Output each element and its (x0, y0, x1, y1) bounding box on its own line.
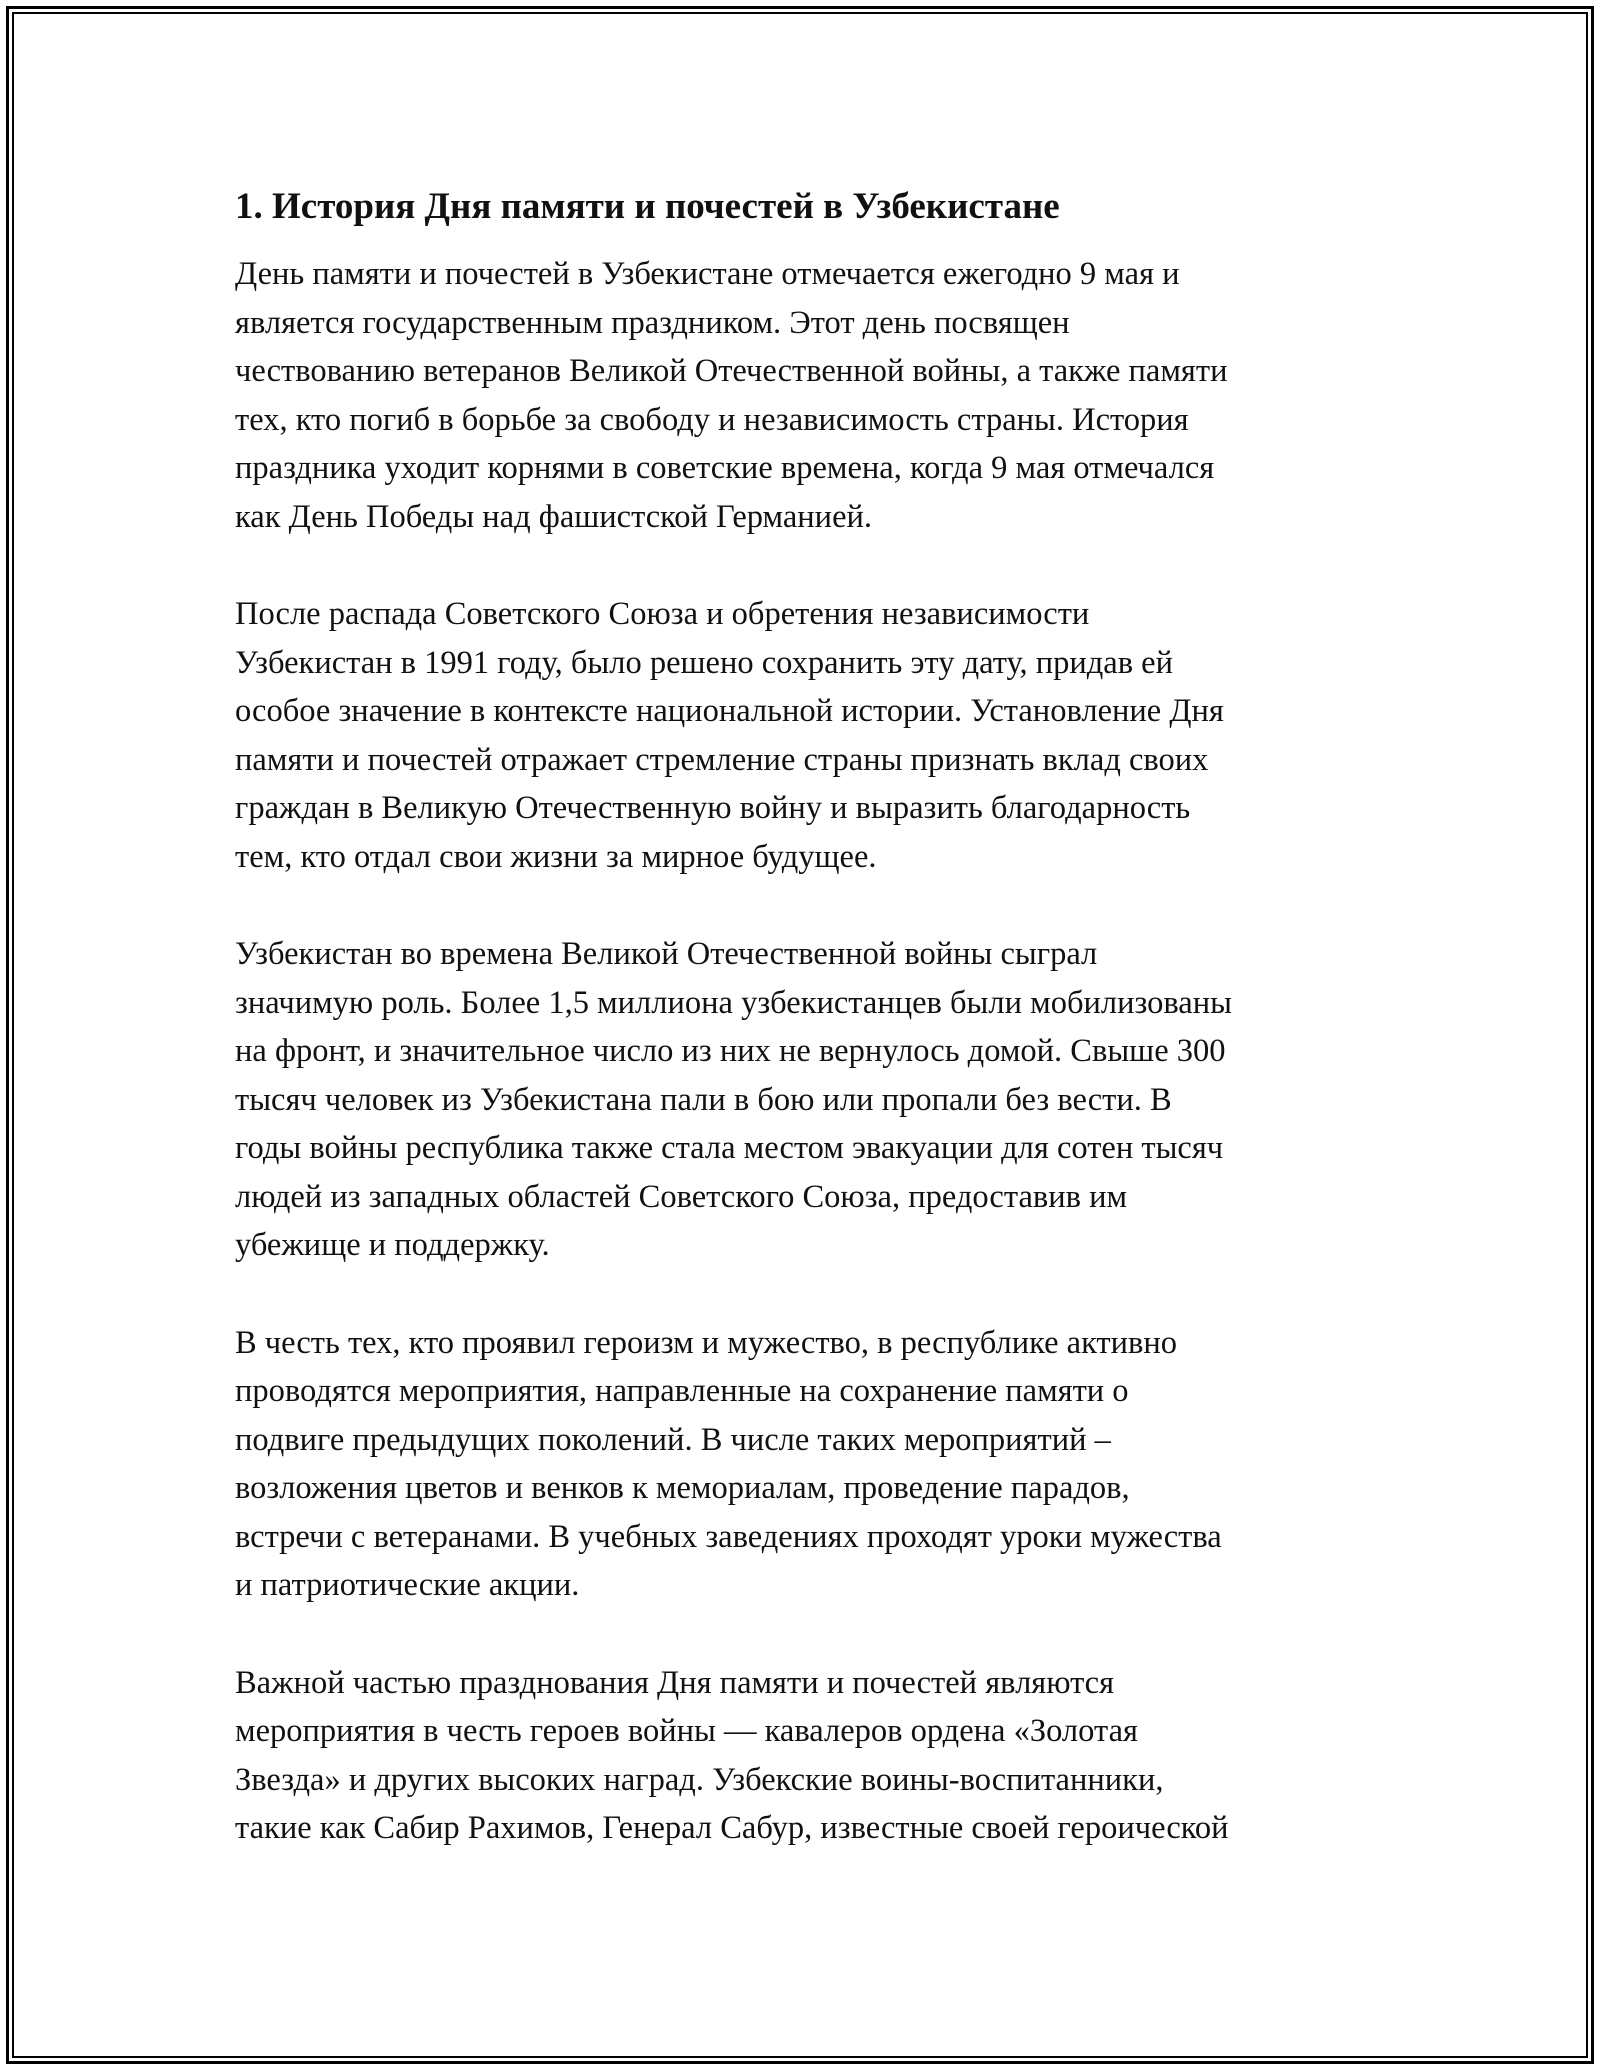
text-line: мероприятия в честь героев войны — кавалеров ордена «Золотая (235, 1713, 1138, 1749)
text-line: граждан в Великую Отечественную войну и выразить благодарность (235, 790, 1191, 826)
text-line: встречи с ветеранами. В учебных заведениях проходят уроки мужества (235, 1518, 1222, 1555)
text-line: убежище и поддержку. (235, 1227, 550, 1263)
text-line: является государственным праздником. Этот день посвящен (235, 304, 1070, 341)
text-line: значимую роль. Более 1,5 миллиона узбекистанцев были мобилизованы (235, 984, 1232, 1021)
text-line: чествованию ветеранов Великой Отечественной войны, а также памяти (235, 353, 1228, 389)
text-line: особое значение в контексте национальной истории. Установление Дня (235, 693, 1224, 729)
text-line: памяти и почестей отражает стремление страны признать вклад своих (235, 741, 1209, 778)
text-line: проводятся мероприятия, направленные на сохранение памяти о (235, 1373, 1129, 1409)
paragraph-3 (235, 930, 1380, 1270)
text-line: День памяти и почестей в Узбекистане отмечается ежегодно 9 мая и (235, 256, 1180, 292)
paragraph-4 (235, 1319, 1380, 1610)
text-line: Узбекистан в 1991 году, было решено сохранить эту дату, придав ей (235, 644, 1173, 681)
text-line: После распада Советского Союза и обретения независимости (235, 596, 1090, 632)
text-line: и патриотические акции. (235, 1567, 580, 1603)
document-body (235, 185, 1380, 1902)
text-line: как День Победы над фашистской Германией. (235, 498, 873, 535)
text-line: годы войны республика также стала местом эвакуации для сотен тысяч (235, 1130, 1224, 1166)
text-line: людей из западных областей Советского Союза, предоставив им (235, 1178, 1128, 1215)
text-line: праздника уходит корнями в советские времена, когда 9 мая отмечался (235, 450, 1215, 486)
text-line: тем, кто отдал свои жизни за мирное будущее. (235, 838, 877, 875)
text-line: возложения цветов и венков к мемориалам, проведение парадов, (235, 1470, 1130, 1506)
paragraph-1 (235, 250, 1380, 541)
text-line: В честь тех, кто проявил героизм и мужество, в республике активно (235, 1324, 1178, 1361)
text-line: Звезда» и других высоких наград. Узбекские воины-воспитанники, (235, 1761, 1164, 1798)
text-line: Важной частью празднования Дня памяти и почестей являются (235, 1664, 1115, 1701)
text-line: такие как Сабир Рахимов, Генерал Сабур, известные своей героической (235, 1810, 1229, 1846)
paragraph-5 (235, 1659, 1380, 1853)
text-line: на фронт, и значительное число из них не вернулось домой. Свыше 300 (235, 1033, 1226, 1069)
text-line: тысяч человек из Узбекистана пали в бою или пропали без вести. В (235, 1081, 1172, 1118)
text-line: тех, кто погиб в борьбе за свободу и независимость страны. История (235, 401, 1189, 438)
text-line: Узбекистан во времена Великой Отечественной войны сыграл (235, 936, 1098, 972)
section-heading: 1. История Дня памяти и почестей в Узбекистане (235, 186, 1060, 227)
paragraph-2 (235, 590, 1380, 881)
text-line: подвиге предыдущих поколений. В числе таких мероприятий – (235, 1421, 1111, 1458)
